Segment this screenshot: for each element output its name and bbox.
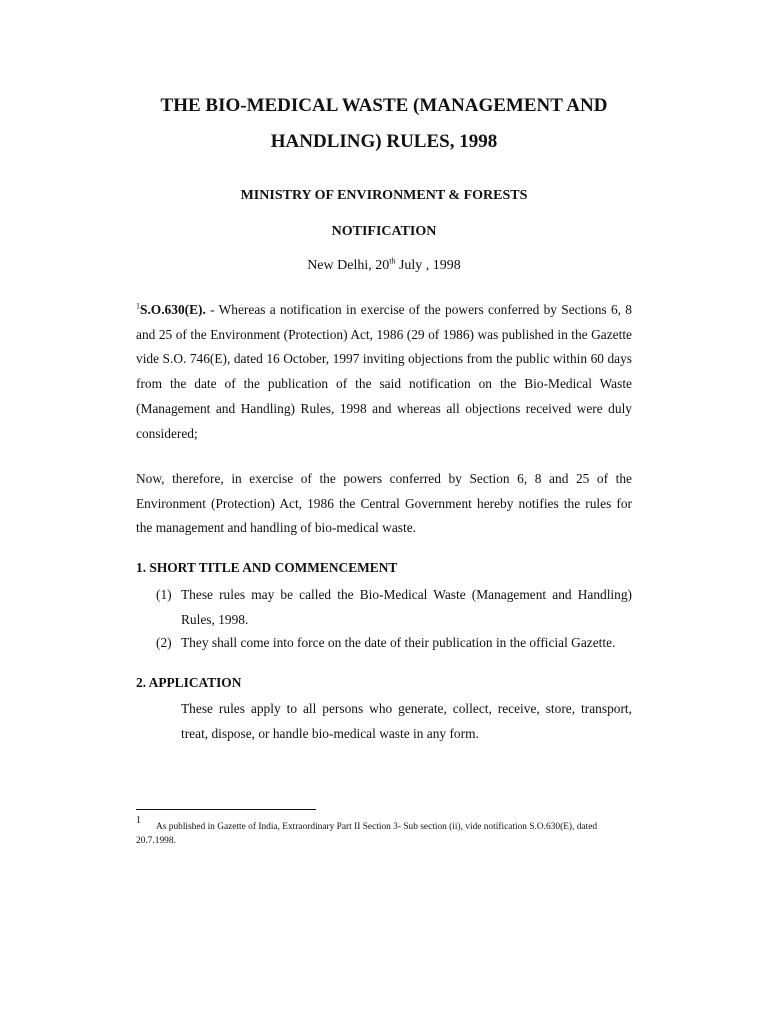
- document-title: [136, 88, 632, 160]
- list-item-number: (2): [156, 635, 172, 650]
- title-line-2: HANDLING) RULES, 1998: [270, 131, 498, 152]
- footnote-marker: 1: [136, 815, 141, 826]
- ministry-heading: MINISTRY OF ENVIRONMENT & FORESTS: [240, 188, 528, 203]
- dateline: [136, 258, 632, 274]
- date-prefix: New Delhi, 20: [307, 258, 390, 273]
- title-line-1: THE BIO-MEDICAL WASTE (MANAGEMENT AND: [160, 95, 608, 116]
- list-item: [156, 583, 632, 632]
- enactment-paragraph: Now, therefore, in exercise of the powers conferred by Section 6, 8 and 25 of the Environment (Protection) Act, 1986 the Central Government hereby notifies the rules for the management and handling of bio-medical waste.: [136, 471, 632, 536]
- footnote-text: As published in Gazette of India, Extraordinary Part II Section 3- Sub section (ii), vide notification S.O.630(E), dated 20.7.1998.: [136, 822, 598, 846]
- section-heading-short-title: 1. SHORT TITLE AND COMMENCEMENT: [136, 560, 398, 575]
- list-item-number: (1): [156, 587, 172, 602]
- so-number: S.O.630(E).: [140, 302, 206, 317]
- preamble-paragraph: [136, 298, 632, 446]
- section-heading-application: 2. APPLICATION: [136, 675, 242, 690]
- footnote-reference: 1: [136, 301, 140, 311]
- date-suffix: July , 1998: [395, 258, 461, 273]
- footnote-divider: [136, 809, 316, 810]
- list-item-text: They shall come into force on the date of their publication in the official Gazette.: [181, 635, 616, 650]
- list-item: [156, 631, 632, 656]
- date-superscript: th: [389, 256, 396, 266]
- list-item-text: These rules may be called the Bio-Medical Waste (Management and Handling) Rules, 1998.: [181, 587, 632, 627]
- notification-heading: NOTIFICATION: [331, 224, 437, 239]
- preamble-text: - Whereas a notification in exercise of the powers conferred by Sections 6, 8 and 25 of the Environment (Protection) Act, 1986 (29 of 1986) was published in the Gazette vide S.O. 746(E), dated 16 October, 1997 inviting objections from the public within 60 days from the date of the publication of the said notification on the Bio-Medical Waste (Management and Handling) Rules, 1998 and whereas all objections received were duly considered;: [136, 302, 632, 441]
- application-paragraph: These rules apply to all persons who generate, collect, receive, store, transport, treat, dispose, or handle bio-medical waste in any form.: [181, 701, 632, 741]
